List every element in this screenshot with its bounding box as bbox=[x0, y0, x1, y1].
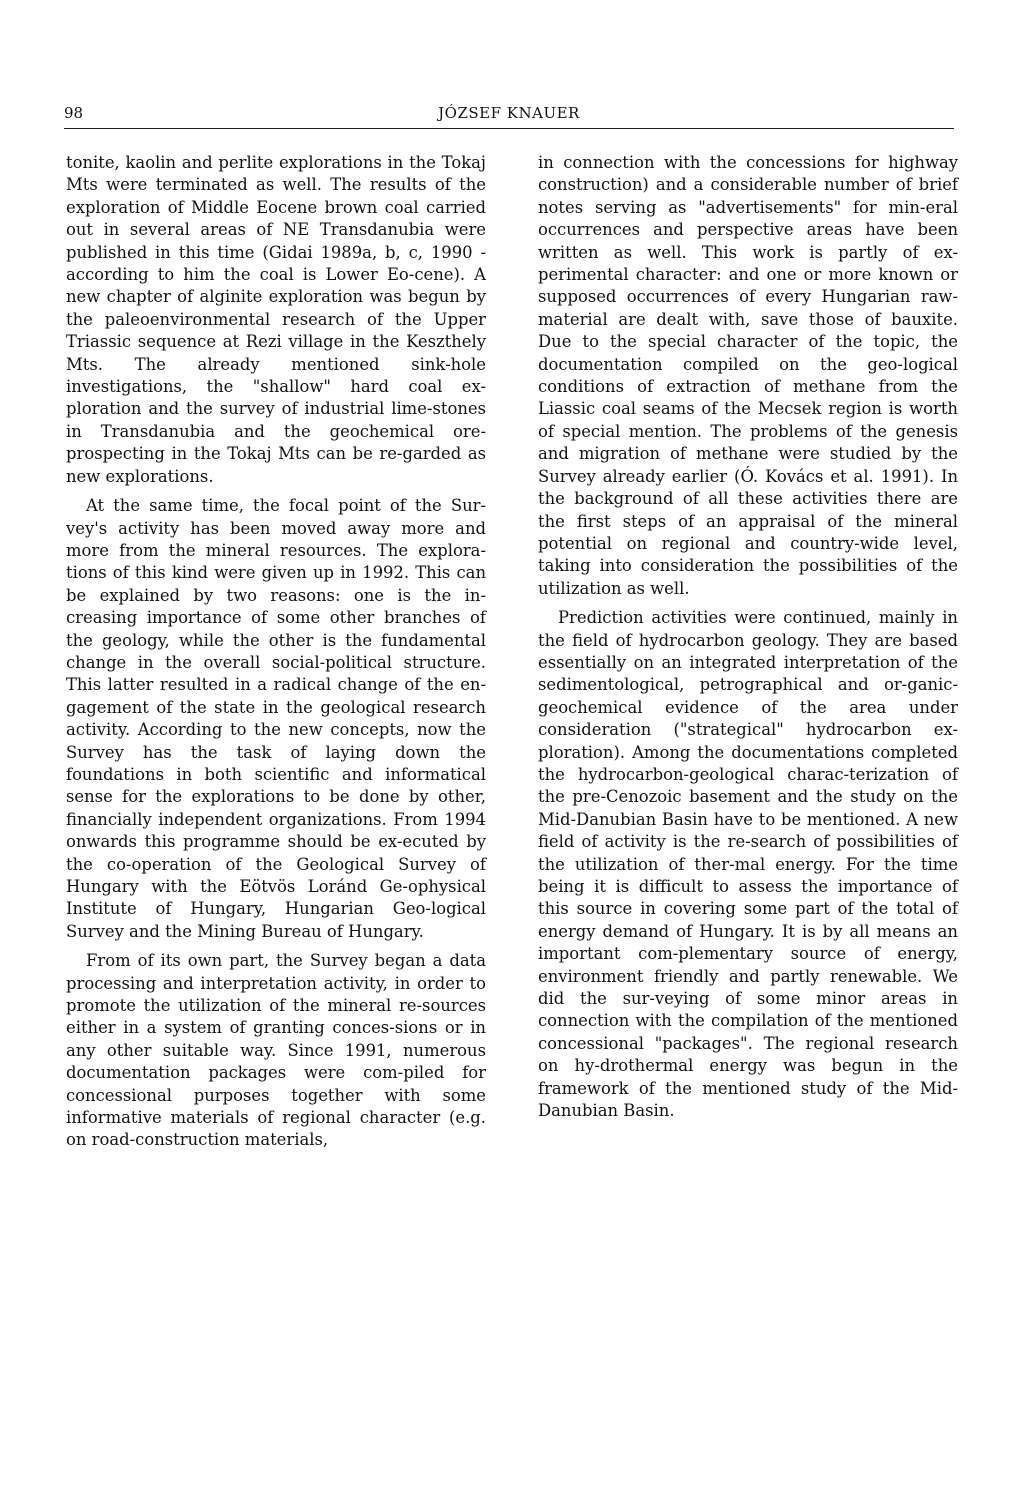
page-number: 98 bbox=[64, 104, 84, 122]
left-column bbox=[66, 152, 486, 1159]
running-head bbox=[64, 104, 954, 129]
right-paragraph-2: Prediction activities were continued, mainly in the field of hydrocarbon geology. They are based essentially on an integrated interpretation of the sedimentological, petrographical and or-ganic-geochemical evidence of the area under consideration ("strategical" hydrocarbon ex-ploration). Among the documentations completed the hydrocarbon-geological charac-terization of the pre-Cenozoic basement and the study on the Mid-Danubian Basin have to be mentioned. A new field of activity is the re-search of possibilities of the utilization of ther-mal energy. For the time being it is difficult to assess the importance of this source in covering some part of the total of energy demand of Hungary. It is by all means an important com-plementary source of energy, environment friendly and partly renewable. We did the sur-veying of some minor areas in connection with the compilation of the mentioned concessional "packages". The regional research on hy-drothermal energy was begun in the framework of the mentioned study of the Mid-Danubian Basin. bbox=[538, 608, 958, 1121]
left-paragraph-1: tonite, kaolin and perlite explorations in the Tokaj Mts were terminated as well. The results of the exploration of Middle Eocene brown coal carried out in several areas of NE Transdanubia were published in this time (Gidai 1989a, b, c, 1990 - according to him the coal is Lower Eo-cene). A new chapter of alginite exploration was begun by the paleoenvironmental research of the Upper Triassic sequence at Rezi village in the Keszthely Mts. The already mentioned sink-hole investigations, the "shallow" hard coal ex-ploration and the survey of industrial lime-stones in Transdanubia and the geochemical ore-prospecting in the Tokaj Mts can be re-garded as new explorations. bbox=[66, 153, 486, 486]
left-paragraph-3: From of its own part, the Survey began a data processing and interpretation activity, in order to promote the utilization of the mineral re-sources either in a system of granting conces-sions or in any other suitable way. Since 1991, numerous documentation packages were com-piled for concessional purposes together with some informative materials of regional character (e.g. on road-construction materials, bbox=[66, 951, 486, 1150]
right-column bbox=[538, 152, 958, 1129]
right-paragraph-1: in connection with the concessions for highway construction) and a considerable number of brief notes serving as "advertisements" for min-eral occurrences and perspective areas have been written as well. This work is partly of ex-perimental character: and one or more known or supposed occurrences of every Hungarian raw-material are dealt with, save those of bauxite. Due to the special character of the topic, the documentation compiled on the geo-logical conditions of extraction of methane from the Liassic coal seams of the Mecsek region is worth of special mention. The problems of the genesis and migration of methane were studied by the Survey already earlier (Ó. Kovács et al. 1991). In the background of all these activities there are the first steps of an appraisal of the mineral potential on regional and country-wide level, taking into consideration the possibilities of the utilization as well. bbox=[538, 153, 958, 598]
left-paragraph-2: At the same time, the focal point of the Sur-vey's activity has been moved away more and more from the mineral resources. The explora-tions of this kind were given up in 1992. This can be explained by two reasons: one is the in-creasing importance of some other branches of the geology, while the other is the fundamental change in the overall social-political structure. This latter resulted in a radical change of the en-gagement of the state in the geological research activity. According to the new concepts, now the Survey has the task of laying down the foundations in both scientific and informatical sense for the explorations to be done by other, financially independent organizations. From 1994 onwards this programme should be ex-ecuted by the co-operation of the Geological Survey of Hungary with the Eötvös Loránd Ge-ophysical Institute of Hungary, Hungarian Geo-logical Survey and the Mining Bureau of Hungary. bbox=[66, 496, 486, 941]
running-head-author: JÓZSEF KNAUER bbox=[438, 104, 580, 122]
